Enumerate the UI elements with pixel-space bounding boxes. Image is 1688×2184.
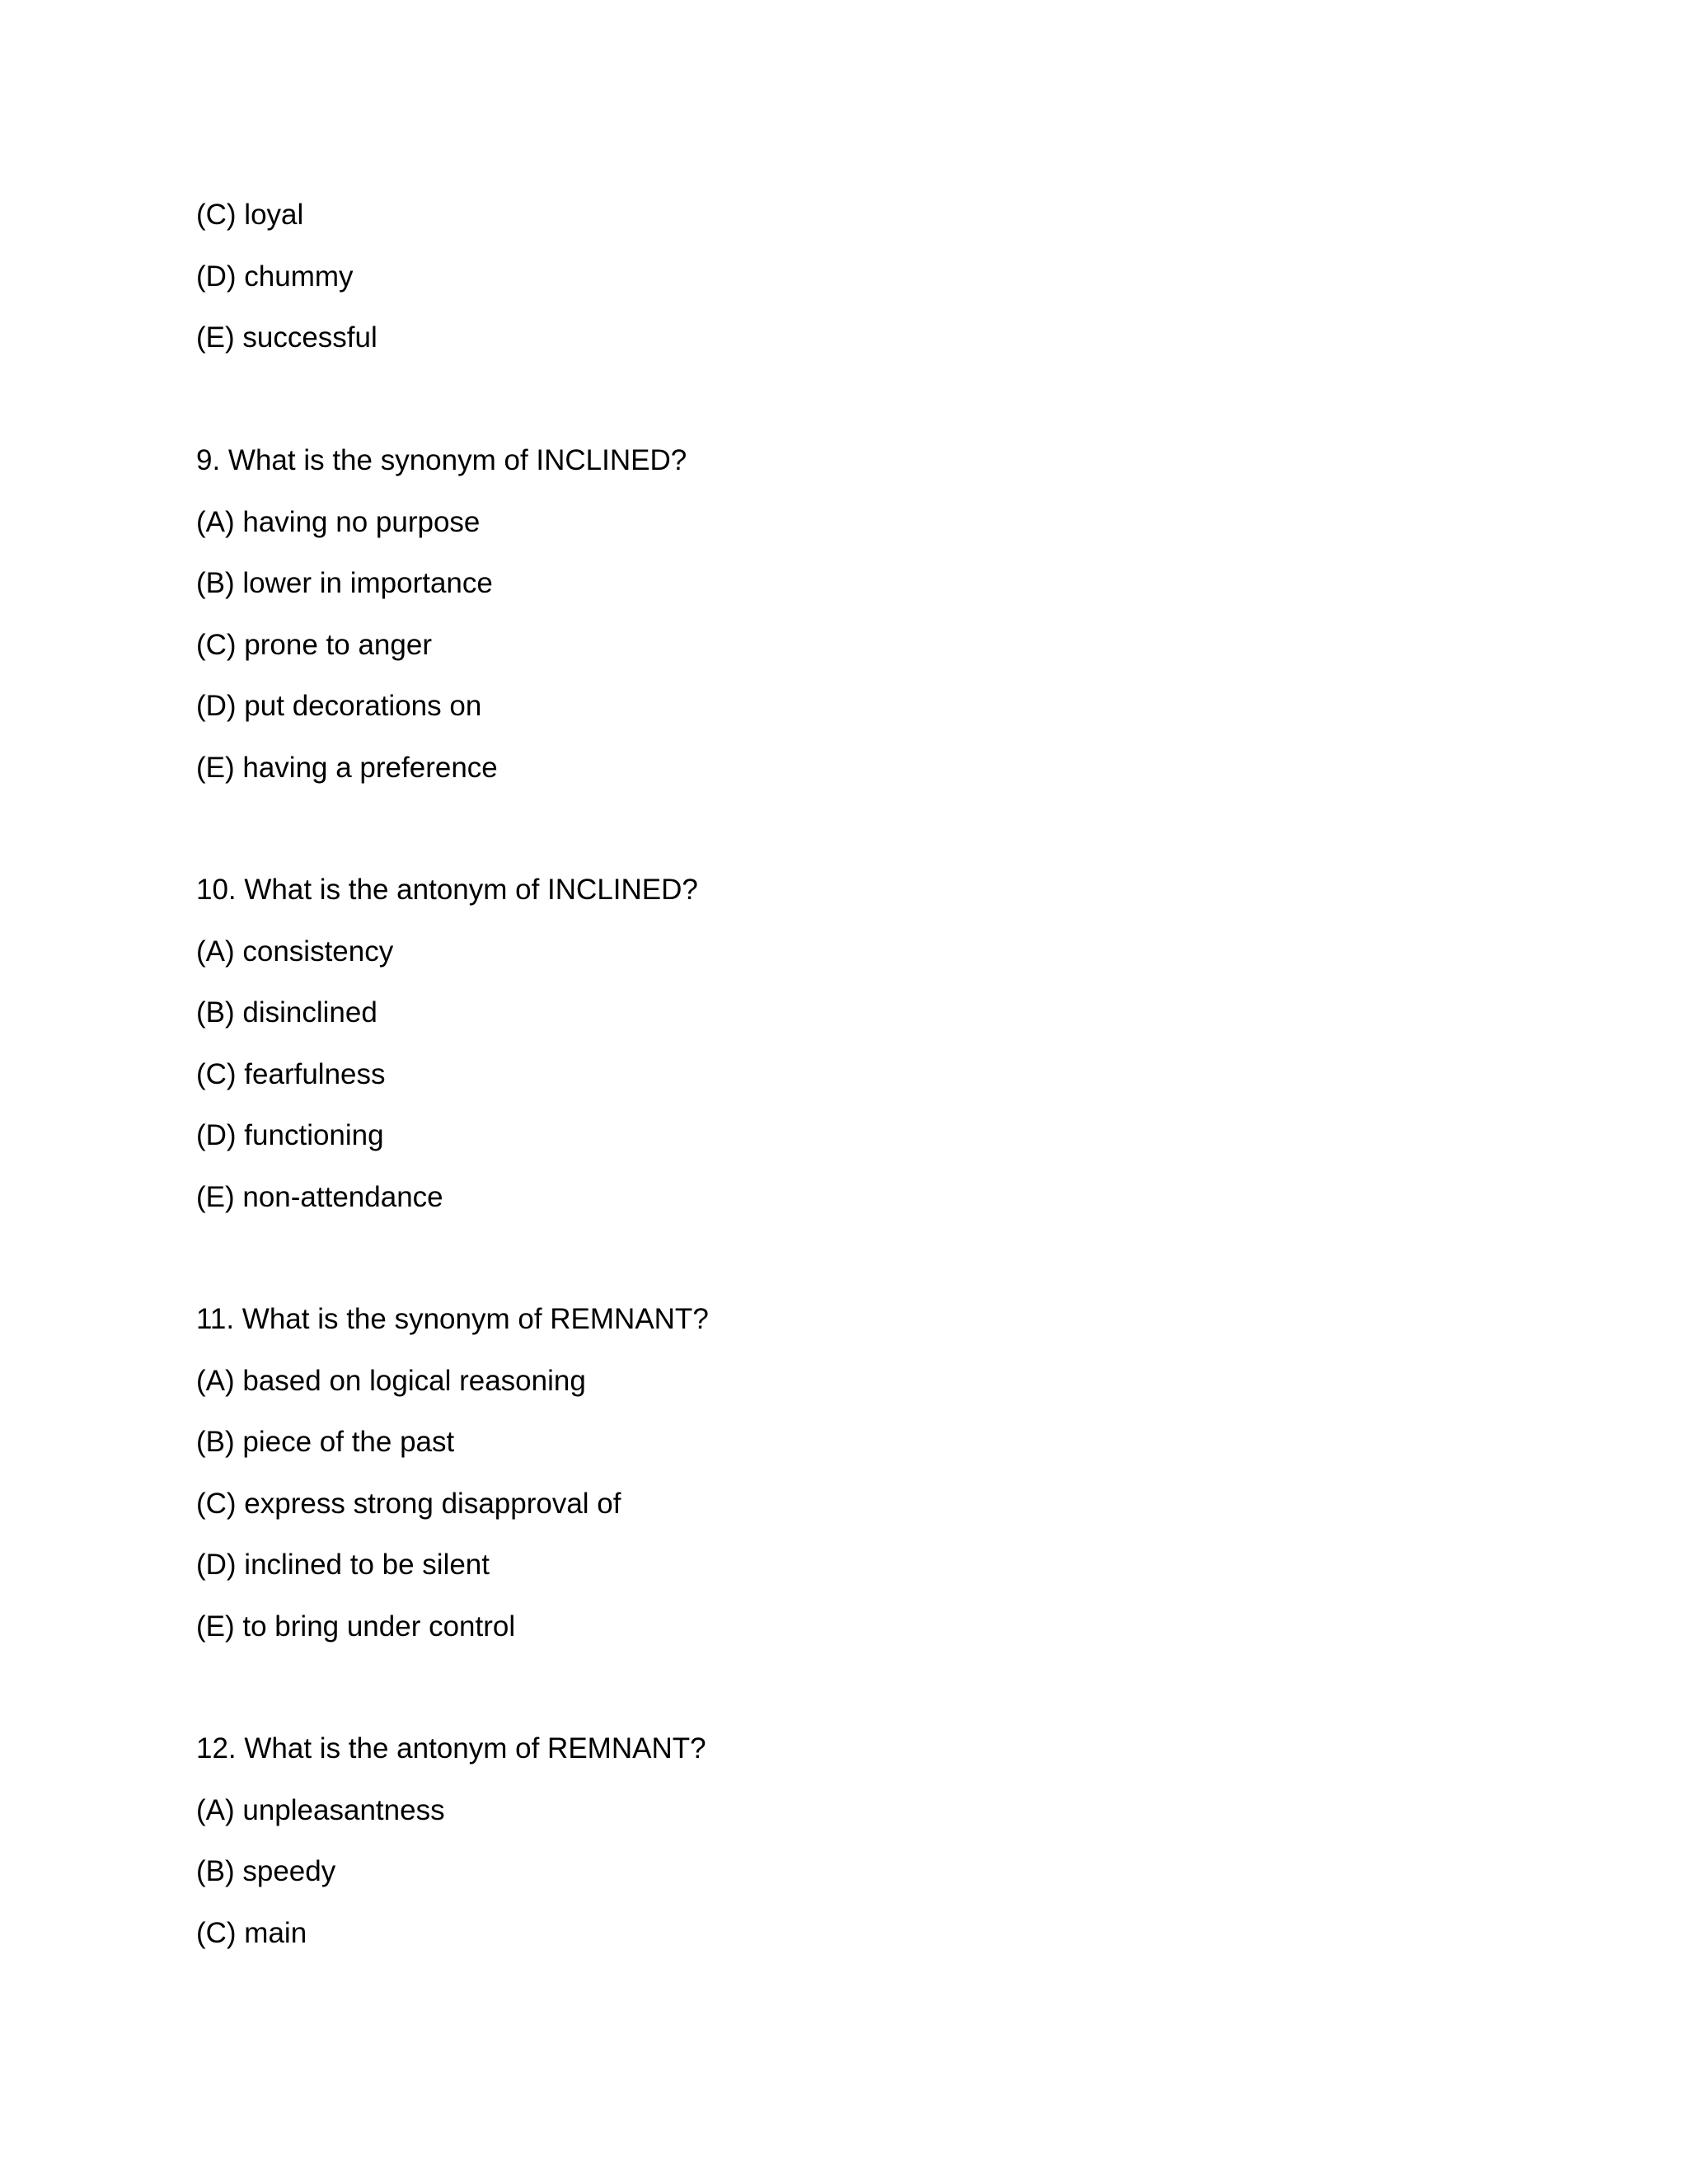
option-c: (C) prone to anger xyxy=(196,629,432,661)
option-b: (B) speedy xyxy=(196,1855,336,1887)
option-e: (E) having a preference xyxy=(196,752,498,784)
option-b: (B) lower in importance xyxy=(196,567,493,599)
option-a: (A) unpleasantness xyxy=(196,1794,445,1826)
option-e: (E) successful xyxy=(196,321,377,354)
option-d: (D) functioning xyxy=(196,1119,384,1151)
option-a: (A) based on logical reasoning xyxy=(196,1365,586,1397)
option-e: (E) non-attendance xyxy=(196,1181,443,1213)
option-c: (C) main xyxy=(196,1917,307,1949)
option-d: (D) chummy xyxy=(196,260,354,293)
option-d: (D) inclined to be silent xyxy=(196,1549,490,1581)
option-c: (C) express strong disapproval of xyxy=(196,1488,621,1520)
option-a: (A) having no purpose xyxy=(196,506,481,538)
option-a: (A) consistency xyxy=(196,935,394,968)
question-10: 10. What is the antonym of INCLINED? xyxy=(196,874,698,906)
question-11: 11. What is the synonym of REMNANT? xyxy=(196,1303,709,1335)
question-12: 12. What is the antonym of REMNANT? xyxy=(196,1732,706,1765)
question-9: 9. What is the synonym of INCLINED? xyxy=(196,444,687,476)
option-d: (D) put decorations on xyxy=(196,690,482,722)
option-c: (C) loyal xyxy=(196,199,304,231)
option-c: (C) fearfulness xyxy=(196,1058,386,1090)
option-b: (B) disinclined xyxy=(196,996,377,1029)
option-b: (B) piece of the past xyxy=(196,1426,455,1458)
option-e: (E) to bring under control xyxy=(196,1610,516,1643)
